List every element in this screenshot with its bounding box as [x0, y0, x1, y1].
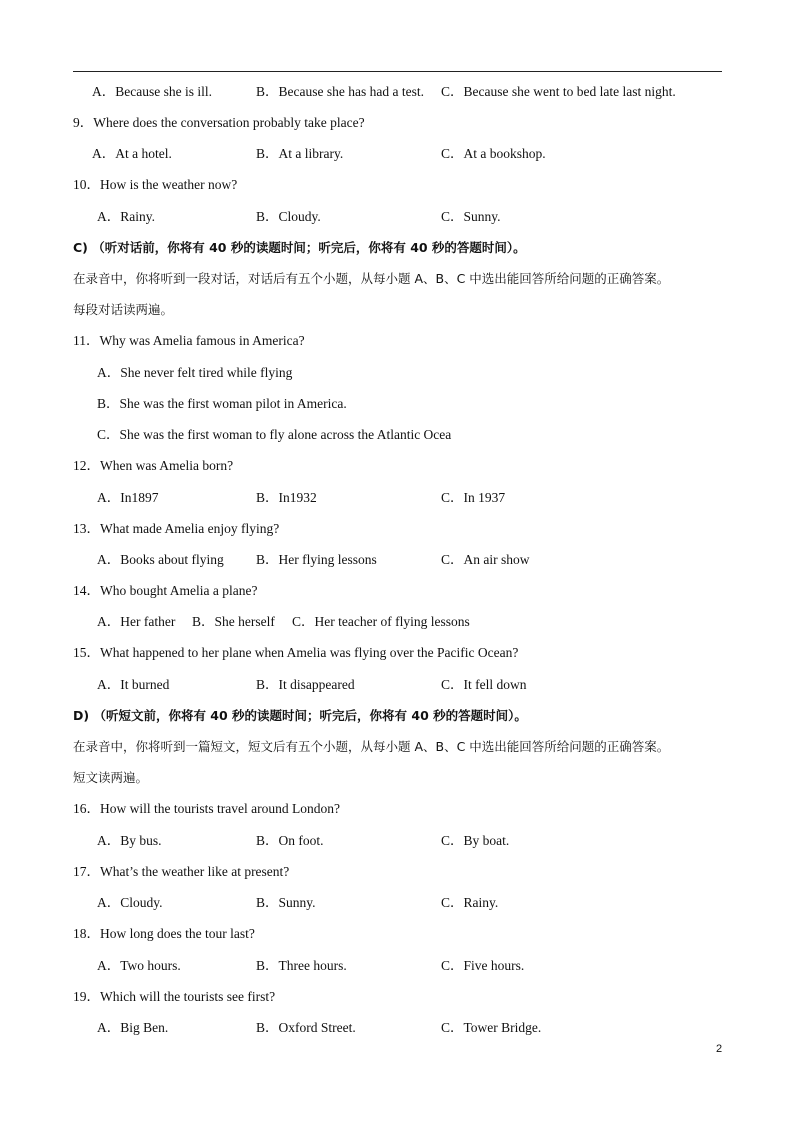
q8-option-c: C．Because she went to bed late last night.	[441, 84, 676, 99]
q10-option-c: C．Sunny.	[441, 209, 501, 224]
section-c-heading: C) （听对话前，你将有 40 秒的读题时间；听完后，你将有 40 秒的答题时间）。	[73, 240, 526, 255]
q14-option-c: C．Her teacher of flying lessons	[292, 614, 470, 629]
q12-option-a: A．In1897	[97, 490, 159, 505]
q13-option-c: C．An air show	[441, 552, 530, 567]
header-rule	[73, 71, 722, 72]
q16-option-c: C．By boat.	[441, 833, 510, 848]
q17-option-b: B．Sunny.	[256, 895, 316, 910]
section-d-heading: D) （听短文前，你将有 40 秒的读题时间；听完后，你将有 40 秒的答题时间）。	[73, 708, 527, 723]
q15-option-a: A．It burned	[97, 677, 170, 692]
q13-option-a: A．Books about flying	[97, 552, 224, 567]
q14-option-b: B．She herself	[192, 614, 275, 629]
q13-question: 13．What made Amelia enjoy flying?	[73, 521, 280, 536]
q18-option-c: C．Five hours.	[441, 958, 525, 973]
q12-option-b: B．In1932	[256, 490, 317, 505]
q10-option-b: B．Cloudy.	[256, 209, 321, 224]
q10-question: 10．How is the weather now?	[73, 177, 238, 192]
q17-question: 17．What’s the weather like at present?	[73, 864, 290, 879]
q8-option-b: B．Because she has had a test.	[256, 84, 424, 99]
section-c-instruction-2: 每段对话读两遍。	[73, 302, 174, 317]
section-d-instruction-2: 短文读两遍。	[73, 770, 149, 785]
q11-question: 11．Why was Amelia famous in America?	[73, 333, 305, 348]
q18-option-b: B．Three hours.	[256, 958, 347, 973]
q18-question: 18．How long does the tour last?	[73, 926, 255, 941]
q16-option-b: B．On foot.	[256, 833, 324, 848]
q9-option-b: B．At a library.	[256, 146, 344, 161]
q13-option-b: B．Her flying lessons	[256, 552, 377, 567]
q12-option-c: C．In 1937	[441, 490, 506, 505]
q19-question: 19．Which will the tourists see first?	[73, 989, 276, 1004]
q10-option-a: A．Rainy.	[97, 209, 155, 224]
q16-question: 16．How will the tourists travel around London?	[73, 801, 340, 816]
q9-option-a: A．At a hotel.	[92, 146, 172, 161]
section-c-instruction-1: 在录音中，你将听到一段对话，对话后有五个小题，从每小题 A、B、C 中选出能回答所给问题的正确答案。	[73, 271, 670, 286]
q11-option-c: C．She was the first woman to fly alone across the Atlantic Ocea	[97, 427, 452, 442]
q19-option-a: A．Big Ben.	[97, 1020, 169, 1035]
q11-option-a: A．She never felt tired while flying	[97, 365, 293, 380]
page-number: 2	[716, 1043, 723, 1055]
q11-option-b: B．She was the first woman pilot in America.	[97, 396, 347, 411]
section-d-instruction-1: 在录音中，你将听到一篇短文，短文后有五个小题，从每小题 A、B、C 中选出能回答所给问题的正确答案。	[73, 739, 670, 754]
q14-option-a: A．Her father	[97, 614, 176, 629]
q9-question: 9．Where does the conversation probably take place?	[73, 115, 365, 130]
q19-option-b: B．Oxford Street.	[256, 1020, 356, 1035]
q8-option-a: A．Because she is ill.	[92, 84, 212, 99]
q17-option-c: C．Rainy.	[441, 895, 499, 910]
q9-option-c: C．At a bookshop.	[441, 146, 546, 161]
q19-option-c: C．Tower Bridge.	[441, 1020, 542, 1035]
q17-option-a: A．Cloudy.	[97, 895, 163, 910]
q15-question: 15．What happened to her plane when Amelia was flying over the Pacific Ocean?	[73, 645, 519, 660]
q15-option-c: C．It fell down	[441, 677, 527, 692]
q15-option-b: B．It disappeared	[256, 677, 355, 692]
q14-question: 14．Who bought Amelia a plane?	[73, 583, 258, 598]
q12-question: 12．When was Amelia born?	[73, 458, 234, 473]
q18-option-a: A．Two hours.	[97, 958, 181, 973]
q16-option-a: A．By bus.	[97, 833, 162, 848]
